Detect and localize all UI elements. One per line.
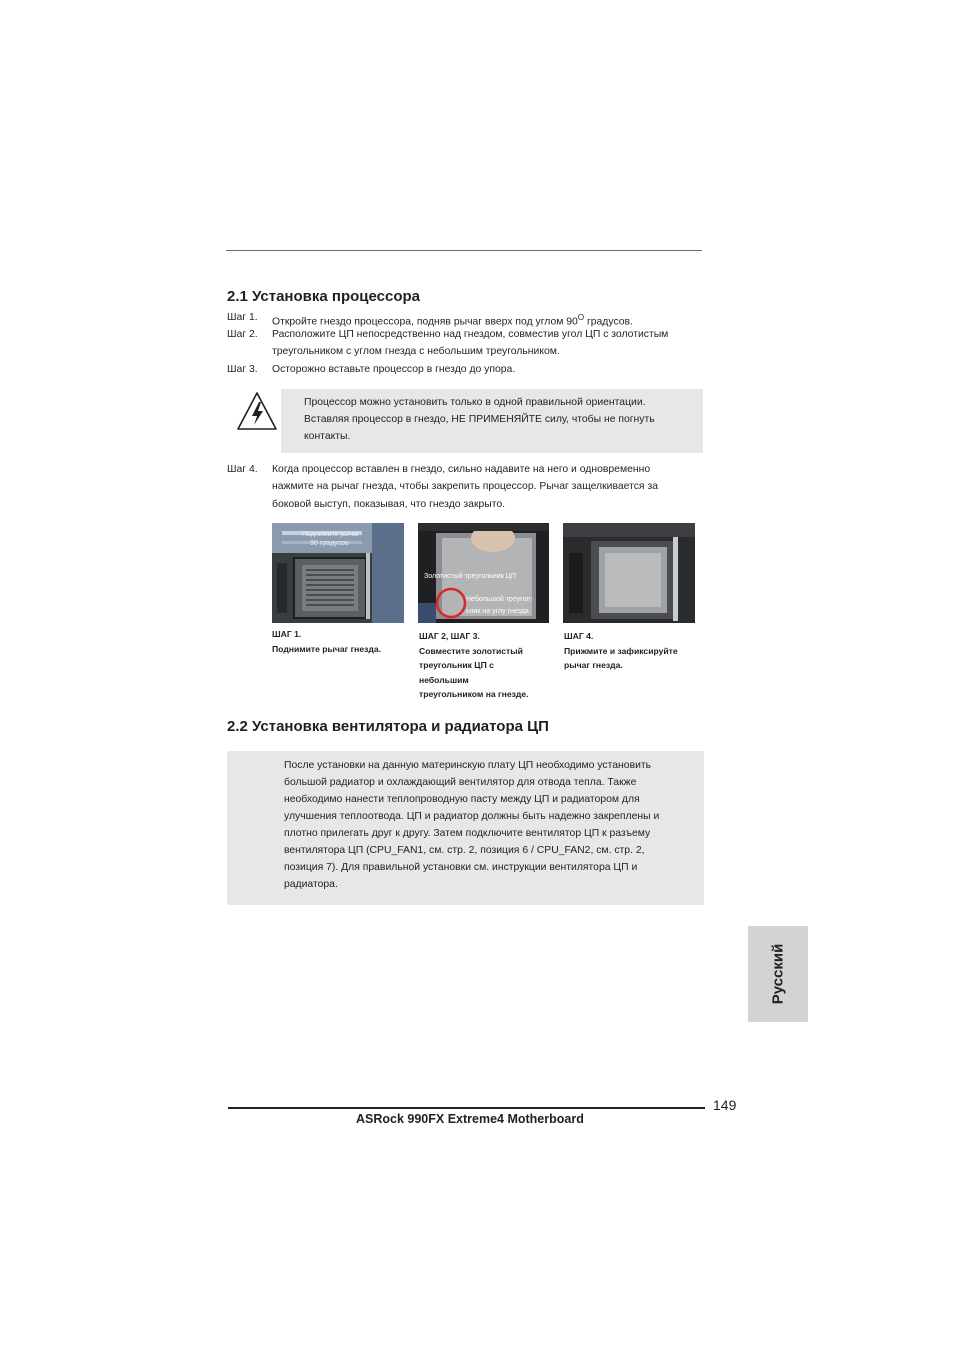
heatsink-line-6: вентилятора ЦП (CPU_FAN1, см. стр. 2, позиция 6 / CPU_FAN2, см. стр. 2, bbox=[284, 845, 645, 856]
step-2-text-line2: треугольником с углом гнезда с небольшим треугольником. bbox=[272, 346, 560, 357]
warning-line-2: Вставляя процессор в гнездо, НЕ ПРИМЕНЯЙТЕ силу, чтобы не погнуть bbox=[304, 414, 655, 425]
heatsink-paragraph bbox=[284, 757, 659, 893]
caption-step-4 bbox=[564, 629, 678, 673]
photo-2-overlay-3: ьник на углу гнезда bbox=[466, 608, 529, 615]
photo-step-2-3 bbox=[418, 523, 549, 623]
heatsink-line-7: позиция 7). Для правильной установки см. инструкции вентилятора ЦП и bbox=[284, 862, 638, 873]
step-2-label: Шаг 2. bbox=[227, 329, 258, 340]
heatsink-line-5: плотно прилегать друг к другу. Затем подключите вентилятор ЦП к разъему bbox=[284, 828, 651, 839]
caption-step-1-line-2: Поднимите рычаг гнезда. bbox=[272, 643, 382, 654]
caption-step-2-3-line-4: небольшим bbox=[419, 674, 469, 685]
step-1-label: Шаг 1. bbox=[227, 312, 258, 323]
photo-1-overlay-1: Поднимите рычаг bbox=[302, 531, 360, 538]
step-4-line-3: боковой выступ, показывая, что гнездо закрыто. bbox=[272, 499, 506, 510]
heatsink-line-1: После установки на данную материнскую плату ЦП необходимо установить bbox=[284, 760, 652, 771]
photo-step-4 bbox=[563, 523, 695, 623]
step-4-line-1: Когда процессор вставлен в гнездо, сильно надавите на него и одновременно bbox=[272, 464, 651, 475]
warning-line-1: Процессор можно установить только в одной правильной ориентации. bbox=[304, 397, 646, 408]
heatsink-line-4: улучшения теплоотвода. ЦП и радиатор должны быть надежно закреплены и bbox=[284, 811, 660, 822]
section-title-fan-heatsink: 2.2 Установка вентилятора и радиатора ЦП bbox=[227, 718, 549, 735]
footer-rule bbox=[228, 1107, 705, 1109]
caption-step-2-3-line-2: Совместите золотистый bbox=[419, 645, 523, 656]
language-side-tab bbox=[748, 926, 808, 1022]
caption-step-2-3-line-1: ШАГ 2, ШАГ 3. bbox=[419, 631, 480, 641]
caption-step-2-3-line-5: треугольником на гнезде. bbox=[419, 689, 529, 699]
language-tab-label: Русский bbox=[769, 943, 787, 1005]
photo-1-overlay-2: 90 градусов bbox=[310, 540, 349, 547]
warning-line-3: контакты. bbox=[304, 431, 351, 442]
header-rule bbox=[226, 250, 702, 251]
step-1-text: Откройте гнездо процессора, подняв рычаг вверх под углом $90^O$ градусов. bbox=[272, 313, 633, 328]
step-4-line-2: нажмите на рычаг гнезда, чтобы закрепить процессор. Рычаг защелкивается за bbox=[272, 481, 658, 492]
section-title-cpu-install: 2.1 Установка процессора bbox=[227, 288, 421, 305]
caption-step-4-line-2: Прижмите и зафиксируйте bbox=[564, 645, 678, 656]
step-3-text: Осторожно вставьте процессор в гнездо до упора. bbox=[272, 364, 516, 375]
caption-step-2-3 bbox=[419, 629, 529, 702]
footer-product-name: ASRock 990FX Extreme4 Motherboard bbox=[356, 1112, 584, 1126]
photo-2-overlay-2: Небольшой треугол- bbox=[466, 596, 533, 603]
caption-step-1 bbox=[272, 627, 381, 656]
step-3-label: Шаг 3. bbox=[227, 364, 258, 375]
page-number: 149 bbox=[713, 1097, 737, 1113]
caption-step-1-line-1: ШАГ 1. bbox=[272, 629, 302, 639]
heatsink-line-3: необходимо нанести теплопроводную пасту между ЦП и радиатором для bbox=[284, 794, 640, 805]
heatsink-line-2: большой радиатор и охлаждающий вентилятор для отвода тепла. Также bbox=[284, 777, 637, 788]
photo-step-1 bbox=[272, 523, 404, 623]
caption-step-2-3-line-3: треугольник ЦП с bbox=[419, 660, 494, 670]
step-4-label: Шаг 4. bbox=[227, 464, 258, 475]
caption-step-4-line-3: рычаг гнезда. bbox=[564, 660, 623, 670]
warning-triangle-icon bbox=[236, 391, 278, 431]
step-2-text-line1: Расположите ЦП непосредственно над гнездом, совместив угол ЦП с золотистым bbox=[272, 329, 669, 340]
photo-2-overlay-1: Золотистый треугольник ЦП bbox=[424, 573, 516, 580]
caption-step-4-line-1: ШАГ 4. bbox=[564, 631, 594, 641]
heatsink-line-8: радиатора. bbox=[284, 879, 338, 890]
